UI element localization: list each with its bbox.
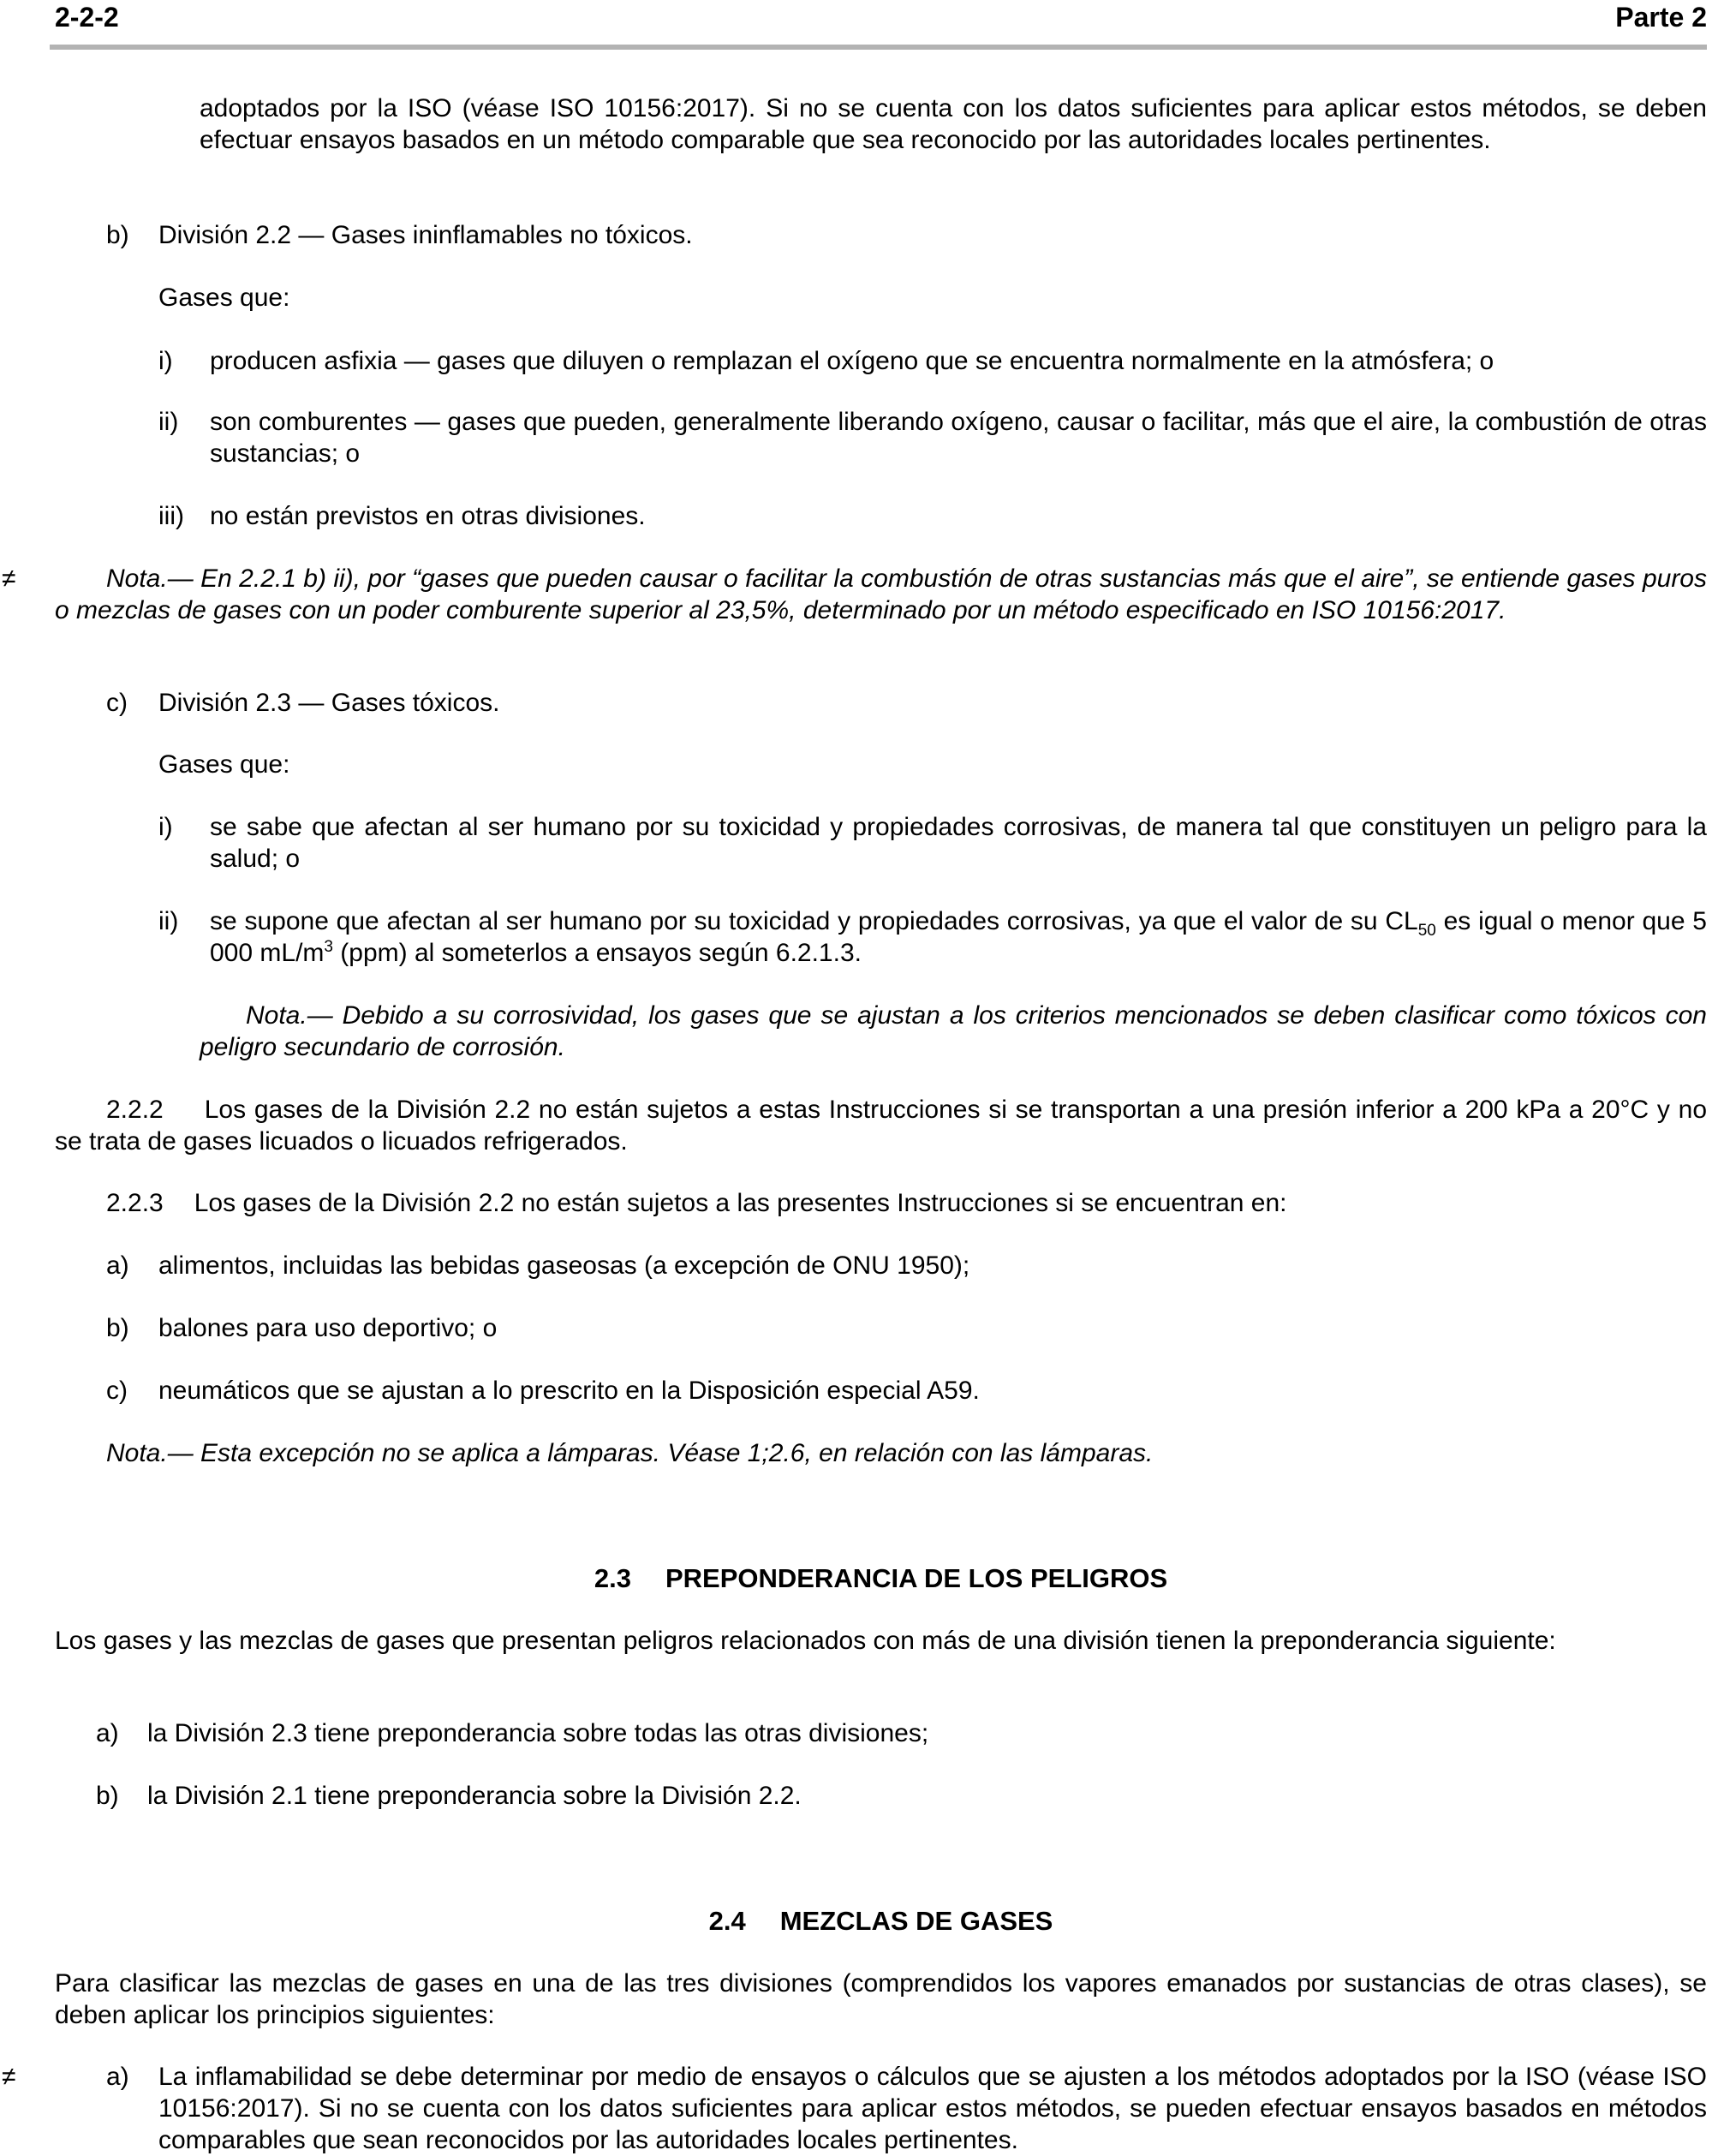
list-item: neumáticos que se ajustan a lo prescrito en la Disposición especial A59. bbox=[158, 1377, 980, 1405]
subitem-text-part: es igual o menor que 5 000 mL/m bbox=[210, 907, 1707, 967]
subitem-label: ii) bbox=[158, 408, 179, 436]
division-2-2-title: División 2.2 — Gases ininflamables no tóxicos. bbox=[158, 221, 693, 249]
section-heading-2-4 bbox=[55, 1905, 1707, 1937]
subscript: 50 bbox=[1417, 922, 1436, 940]
item-label: a) bbox=[106, 1251, 129, 1280]
subitem-text: se sabe que afectan al ser humano por su toxicidad y propiedades corrosivas, de manera tal que constituyen un peligro para la salud; o bbox=[210, 813, 1707, 873]
item-label: b) bbox=[96, 1782, 119, 1810]
superscript: 3 bbox=[324, 938, 333, 956]
paragraph-2-2-2 bbox=[55, 1094, 1707, 1157]
subitem-text-part: se supone que afectan al ser humano por su toxicidad y propiedades corrosivas, ya que el valor de su CL bbox=[210, 907, 1418, 935]
subitem-text: no están previstos en otras divisiones. bbox=[210, 502, 646, 530]
note-paragraph: Nota.— Debido a su corrosividad, los gases que se ajustan a los criterios mencionados se deben clasificar como tóxicos con peligro secundario de corrosión. bbox=[200, 1001, 1707, 1061]
subitem-text: son comburentes — gases que pueden, generalmente liberando oxígeno, causar o facilitar, más que el aire, la combustión de otras sustancias; o bbox=[210, 408, 1707, 468]
item-label-c: c) bbox=[106, 689, 128, 717]
item-label-b: b) bbox=[106, 221, 129, 249]
subitem-label: i) bbox=[158, 813, 173, 841]
subitem-text bbox=[210, 905, 1707, 969]
division-2-3-title: División 2.3 — Gases tóxicos. bbox=[158, 689, 500, 717]
note-paragraph: Nota.— Esta excepción no se aplica a lámparas. Véase 1;2.6, en relación con las lámparas. bbox=[106, 1439, 1154, 1467]
header-rule bbox=[50, 45, 1707, 50]
section-number: 2.2.3 bbox=[106, 1189, 164, 1217]
division-2-3-intro: Gases que: bbox=[158, 750, 290, 779]
note-paragraph: Nota.— En 2.2.1 b) ii), por “gases que pueden causar o facilitar la combustión de otras sustancias más que el aire”, se entiende gases puros o mezclas de gases con un poder comburente superior al 23,5%, determinado por un método especificado en ISO 10156:2017. bbox=[55, 564, 1707, 624]
subitem-label: ii) bbox=[158, 907, 179, 935]
subitem-label: i) bbox=[158, 347, 173, 375]
subitem-text: producen asfixia — gases que diluyen o remplazan el oxígeno que se encuentra normalmente en la atmósfera; o bbox=[210, 347, 1494, 375]
paragraph-text: Los gases de la División 2.2 no están sujetos a las presentes Instrucciones si se encuentran en: bbox=[194, 1189, 1287, 1217]
change-mark: ≠ bbox=[2, 564, 16, 593]
section-number: 2.4 bbox=[708, 1906, 746, 1936]
item-label: a) bbox=[106, 2063, 129, 2091]
change-mark: ≠ bbox=[2, 2063, 16, 2091]
part-label: Parte 2 bbox=[1615, 2, 1707, 33]
list-item: la División 2.1 tiene preponderancia sobre la División 2.2. bbox=[147, 1782, 802, 1810]
subitem-label: iii) bbox=[158, 502, 184, 530]
section-title: PREPONDERANCIA DE LOS PELIGROS bbox=[665, 1563, 1168, 1593]
item-label: c) bbox=[106, 1377, 128, 1405]
paragraph-2-2-3 bbox=[106, 1187, 1707, 1219]
section-number: 2.3 bbox=[594, 1563, 631, 1593]
division-2-2-intro: Gases que: bbox=[158, 284, 290, 312]
list-item: alimentos, incluidas las bebidas gaseosas (a excepción de ONU 1950); bbox=[158, 1251, 970, 1280]
item-label: b) bbox=[106, 1314, 129, 1342]
section-intro: Los gases y las mezclas de gases que presentan peligros relacionados con más de una división tienen la preponderancia siguiente: bbox=[55, 1627, 1556, 1655]
continuation-paragraph: adoptados por la ISO (véase ISO 10156:2017). Si no se cuenta con los datos suficientes para aplicar estos métodos, se deben efectuar ensayos basados en un método comparable que sea reconocido por las autoridades locales pertinentes. bbox=[200, 94, 1707, 154]
list-item: La inflamabilidad se debe determinar por medio de ensayos o cálculos que se ajusten a los métodos adoptados por la ISO (véase ISO 10156:2017). Si no se cuenta con los datos suficientes para aplicar estos métodos, se pueden efectuar ensayos basados en métodos comparables que sean reconocidos por las autoridades locales pertinentes. bbox=[158, 2063, 1707, 2154]
item-label: a) bbox=[96, 1719, 119, 1747]
page-number: 2-2-2 bbox=[55, 2, 119, 33]
section-heading-2-3 bbox=[55, 1562, 1707, 1594]
section-intro: Para clasificar las mezclas de gases en una de las tres divisiones (comprendidos los vapores emanados por sustancias de otras clases), se deben aplicar los principios siguientes: bbox=[55, 1969, 1707, 2029]
section-title: MEZCLAS DE GASES bbox=[779, 1906, 1053, 1936]
paragraph-text: Los gases de la División 2.2 no están sujetos a estas Instrucciones si se transportan a una presión inferior a 200 kPa a 20°C y no se trata de gases licuados o licuados refrigerados. bbox=[55, 1096, 1707, 1156]
section-number: 2.2.2 bbox=[106, 1096, 164, 1124]
subitem-text-part: (ppm) al someterlos a ensayos según 6.2.1.3. bbox=[332, 939, 862, 967]
list-item: balones para uso deportivo; o bbox=[158, 1314, 498, 1342]
list-item: la División 2.3 tiene preponderancia sobre todas las otras divisiones; bbox=[147, 1719, 929, 1747]
